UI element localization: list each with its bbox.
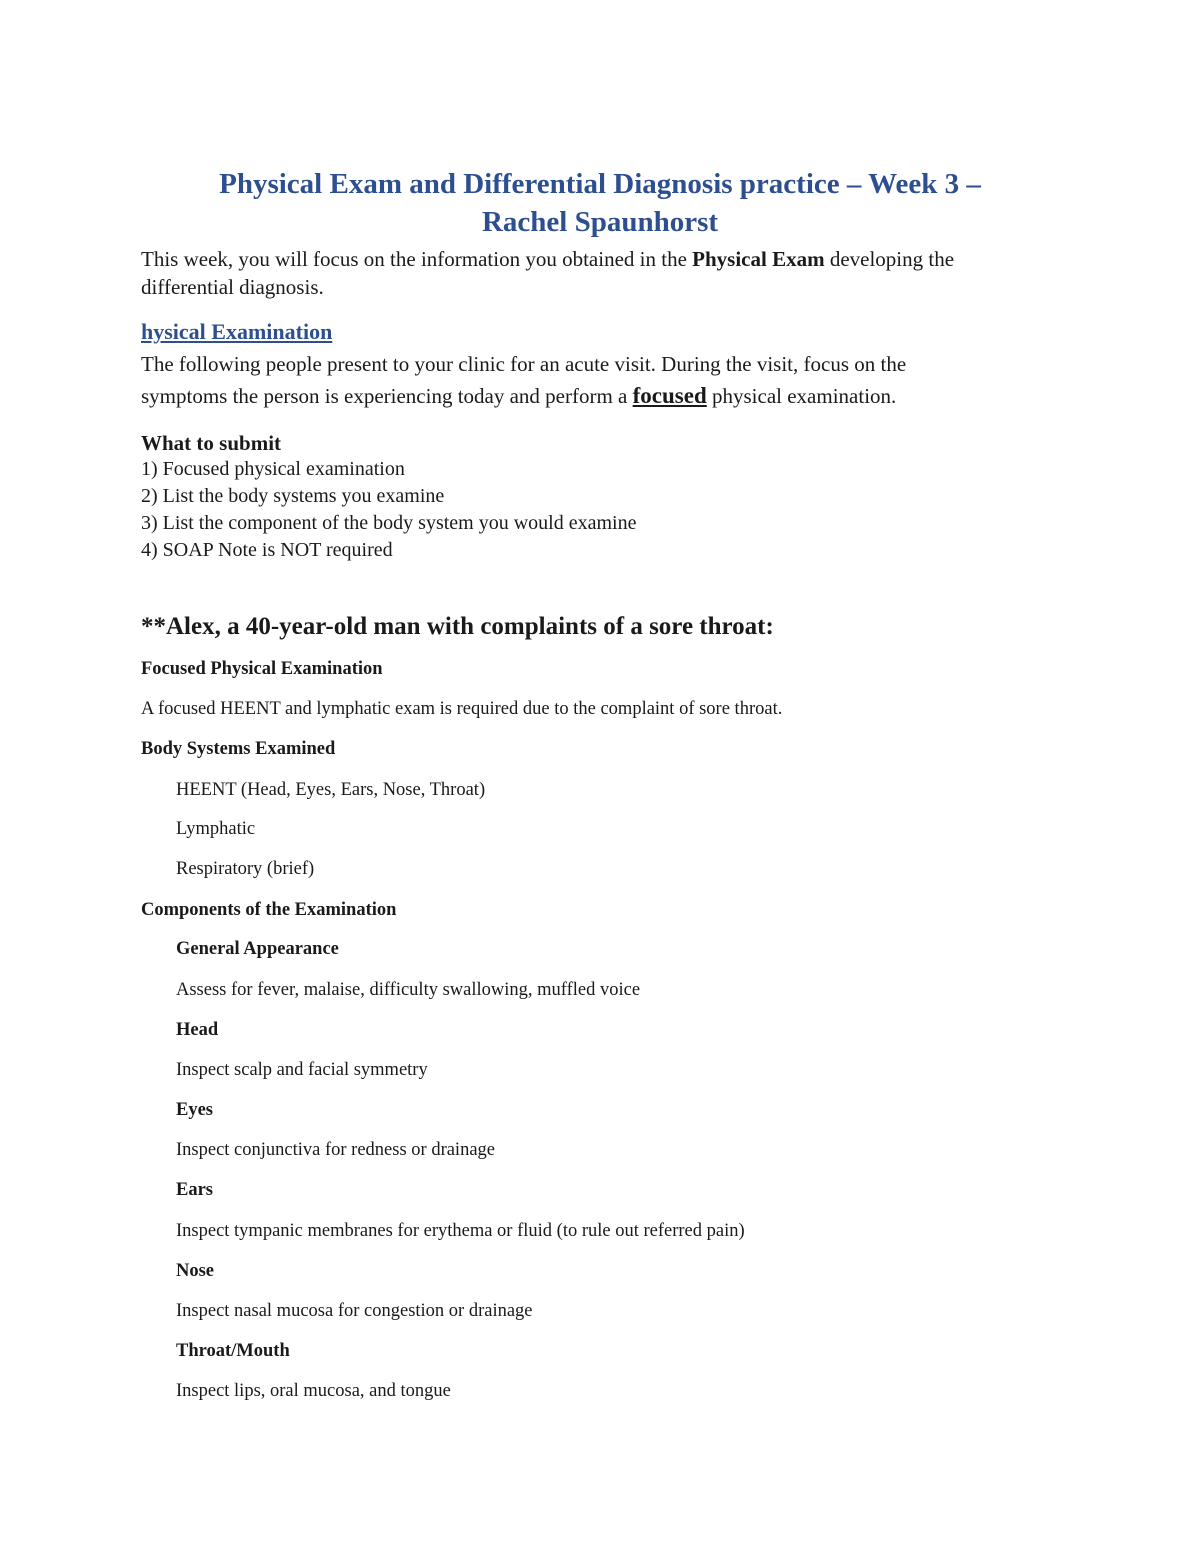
component-text-eyes: Inspect conjunctiva for redness or drainage (176, 1140, 495, 1160)
component-text-head: Inspect scalp and facial symmetry (176, 1060, 428, 1080)
body-system-lymphatic: Lymphatic (176, 819, 256, 839)
component-text-throat-mouth: Inspect lips, oral mucosa, and tongue (176, 1381, 451, 1401)
submit-item-4: 4) SOAP Note is NOT required (141, 539, 393, 561)
component-text-nose: Inspect nasal mucosa for congestion or drainage (176, 1301, 533, 1321)
section-paragraph-line-1: The following people present to your clinic for an acute visit. During the visit, focus on the (141, 352, 907, 376)
document-title-line-1: Physical Exam and Differential Diagnosis practice – Week 3 – (219, 168, 981, 200)
section-heading-physical-examination: hysical Examination (141, 319, 333, 344)
component-label-nose: Nose (176, 1261, 215, 1281)
component-label-head: Head (176, 1020, 219, 1040)
section-text-start: symptoms the person is experiencing today and perform a (141, 384, 633, 408)
component-label-eyes: Eyes (176, 1100, 213, 1120)
component-label-ears: Ears (176, 1180, 213, 1200)
focused-exam-text: A focused HEENT and lymphatic exam is required due to the complaint of sore throat. (141, 699, 783, 719)
component-label-general-appearance: General Appearance (176, 939, 339, 959)
body-systems-heading: Body Systems Examined (141, 739, 336, 759)
components-heading: Components of the Examination (141, 900, 397, 920)
intro-paragraph-line-2: differential diagnosis. (141, 275, 324, 299)
focused-emphasis-word: focused (632, 383, 707, 408)
body-system-heent: HEENT (Head, Eyes, Ears, Nose, Throat) (176, 780, 486, 800)
body-system-respiratory: Respiratory (brief) (176, 859, 315, 879)
section-paragraph-line-2 (141, 382, 896, 410)
intro-text-start: This week, you will focus on the information you obtained in the (141, 247, 693, 271)
component-text-general-appearance: Assess for fever, malaise, difficulty swallowing, muffled voice (176, 980, 641, 1000)
submit-item-3: 3) List the component of the body system you would examine (141, 512, 637, 534)
what-to-submit-heading: What to submit (141, 431, 282, 455)
submit-item-2: 2) List the body systems you examine (141, 485, 445, 507)
intro-text-end: developing the (824, 247, 955, 271)
section-text-end: physical examination. (706, 384, 897, 408)
case-heading: **Alex, a 40-year-old man with complaints of a sore throat: (141, 613, 774, 640)
intro-bold-physical-exam: Physical Exam (692, 247, 825, 271)
document-title-line-2: Rachel Spaunhorst (481, 206, 719, 238)
component-text-ears: Inspect tympanic membranes for erythema or fluid (to rule out referred pain) (176, 1221, 745, 1241)
focused-exam-heading: Focused Physical Examination (141, 659, 383, 679)
submit-item-1: 1) Focused physical examination (141, 458, 405, 480)
component-label-throat-mouth: Throat/Mouth (176, 1341, 290, 1361)
intro-paragraph-line-1 (141, 245, 954, 273)
